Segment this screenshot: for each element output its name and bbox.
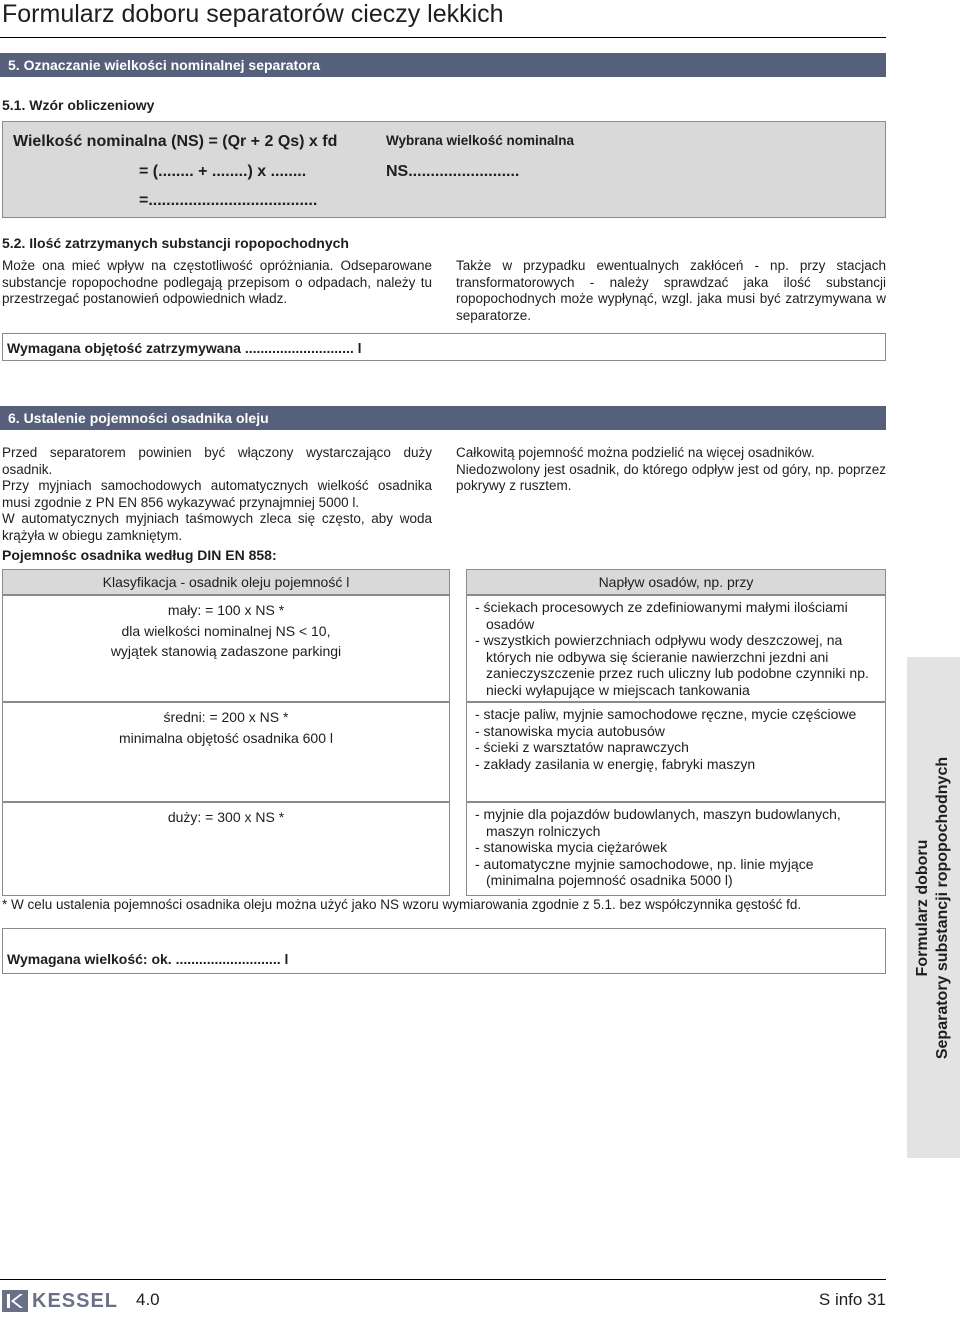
table-head-classification: Klasyfikacja - osadnik oleju pojemność l xyxy=(2,569,450,595)
side-tab-line1: Formularz doboru xyxy=(914,839,931,977)
selected-size-label: Wybrana wielkość nominalna xyxy=(386,133,575,148)
required-size-text: Wymagana wielkość: ok. ........................... l xyxy=(7,951,289,967)
table-row xyxy=(2,802,886,896)
section52-left-text: Może ona mieć wpływ na częstotliwość opróżniania. Odseparowane substancje ropopochodne podlegają przepisom o odpadach, należy tu przestrzegać postanowień odpowiednich władz. xyxy=(2,258,432,306)
list-item: - stanowiska mycia autobusów xyxy=(475,722,665,739)
list-item: - stacje paliw, myjnie samochodowe ręczne, mycie częściowe xyxy=(475,706,857,722)
table-row xyxy=(2,702,886,802)
section6-header: 6. Ustalenie pojemności osadnika oleju xyxy=(0,406,886,430)
footer-doc-id: S info 31 xyxy=(818,1290,886,1309)
formula-box xyxy=(2,121,886,218)
side-tab xyxy=(907,657,960,1158)
list-item: - automatyczne myjnie samochodowe, np. linie myjące (minimalna pojemność osadnika 5000 l) xyxy=(475,855,814,888)
kessel-logo-text: KESSEL xyxy=(32,1290,119,1312)
list-item: - stanowiska mycia ciężarówek xyxy=(475,839,668,855)
list-item: - ściekach procesowych ze zdefiniowanymi małymi ilościami osadów xyxy=(475,599,848,632)
title-rule xyxy=(0,37,886,38)
table-cell-large-inflow xyxy=(466,802,886,896)
table-cell-small: mały: = 100 x NS * dla wielkości nominalnej NS < 10, wyjątek stanowią zadaszone parkingi xyxy=(2,595,450,702)
section51-heading: 5.1. Wzór obliczeniowy xyxy=(2,97,155,113)
section6-left-p1: Przed separatorem powinien być włączony wystarczająco duży osadnik. xyxy=(2,445,432,477)
section5-header: 5. Oznaczanie wielkości nominalnej separatora xyxy=(0,53,886,77)
list-item: - ścieki z warsztatów naprawczych xyxy=(475,739,689,755)
footnote: * W celu ustalenia pojemności osadnika oleju można użyć jako NS wzoru wymiarowania zgodnie z 5.1. bez współczynnika gęstość fd. xyxy=(2,897,802,912)
footer-rule xyxy=(0,1279,886,1280)
kessel-logo-icon xyxy=(2,1290,28,1312)
formula-line-1: Wielkość nominalna (NS) = (Qr + 2 Qs) x fd xyxy=(13,133,338,150)
table-cell-medium-inflow xyxy=(466,702,886,802)
table-cell-medium: średni: = 200 x NS * minimalna objętość osadnika 600 l xyxy=(2,702,450,802)
required-volume-text: Wymagana objętość zatrzymywana ............................ l xyxy=(7,340,362,356)
section52-right-text: Także w przypadku ewentualnych zakłóceń - np. przy stacjach transformatorowych - należy sprawdzać jaka ilość substancji ropopochodnych może wypłynąć, wzgl. jaka musi być zatrzymywana w separatorze. xyxy=(456,258,886,323)
table-heading: Pojemnośc osadnika według DIN EN 858: xyxy=(2,547,277,563)
section52-heading: 5.2. Ilość zatrzymanych substancji ropopochodnych xyxy=(2,235,349,251)
table-header-row xyxy=(2,569,886,595)
formula-line-2: = (........ + ........) x ........ xyxy=(139,163,307,180)
required-size-box xyxy=(2,928,886,974)
kessel-logo xyxy=(2,1290,119,1312)
section6-left-p3: W automatycznych myjniach taśmowych zleca się często, aby woda krążyła w obiegu zamkniętym. xyxy=(2,511,432,543)
section6-right-p2: Niedozwolony jest osadnik, do którego odpływ jest od góry, np. poprzez pokrywy z rusztem. xyxy=(456,461,886,493)
selected-size-value: NS......................... xyxy=(386,163,520,180)
table-cell-small-inflow xyxy=(466,595,886,702)
section6-right-text xyxy=(456,445,886,495)
list-item: - wszystkich powierzchniach odpływu wody deszczowej, na których nie odbywa się ścieranie nawierzchni jezdni ani zanieczyszczenie przez ruch uliczny lub podobne czynniki np. niecki wyłapujące w miejscach tankowania xyxy=(475,632,869,698)
side-tab-text xyxy=(913,757,953,1059)
required-volume-box xyxy=(2,333,886,361)
side-tab-line2: Separatory substancji ropopochodnych xyxy=(934,756,951,1060)
list-item: - zakłady zasilania w energię, fabryki maszyn xyxy=(475,755,756,772)
list-item: - myjnie dla pojazdów budowlanych, maszyn budowlanych, maszyn rolniczych xyxy=(475,806,841,839)
section6-left-p2: Przy myjniach samochodowych automatycznych wielkość osadnika musi zgodnie z PN EN 856 wykazywać przynajmniej 5000 l. xyxy=(2,478,432,510)
page-title: Formularz doboru separatorów cieczy lekkich xyxy=(2,0,504,28)
section6-left-text xyxy=(2,445,432,544)
footer-page-number: 4.0 xyxy=(136,1290,160,1309)
table-row xyxy=(2,595,886,702)
formula-line-3: =...................................... xyxy=(139,192,318,209)
table-cell-large: duży: = 300 x NS * xyxy=(2,802,450,896)
capacity-table xyxy=(2,569,886,896)
section6-right-p1: Całkowitą pojemność można podzielić na więcej osadników. xyxy=(456,445,815,460)
table-head-inflow: Napływ osadów, np. przy xyxy=(466,569,886,595)
